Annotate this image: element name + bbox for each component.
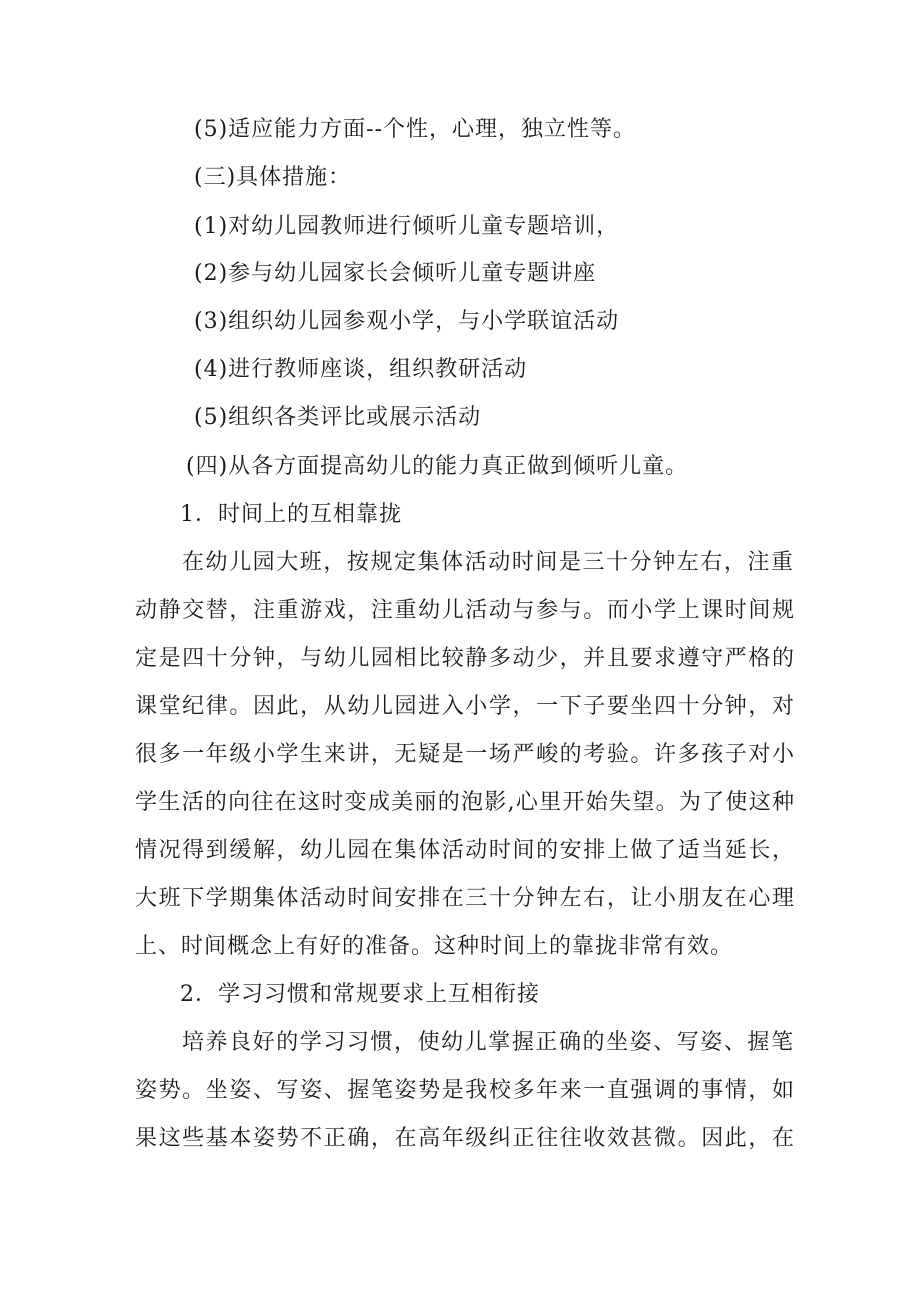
list-item-school-visit: (3)组织幼儿园参观小学，与小学联谊活动 [194,309,620,334]
paragraph-line: 动静交替，注重游戏，注重幼儿活动与参与。而小学上课时间规 [135,598,795,623]
paragraph-line: 果这些基本姿势不正确，在高年级纠正往往收效甚微。因此，在 [135,1126,795,1151]
paragraph-line: 很多一年级小学生来讲，无疑是一场严峻的考验。许多孩子对小 [135,742,795,767]
list-item-showcase: (5)组织各类评比或展示活动 [194,405,482,430]
paragraph-line: 大班下学期集体活动时间安排在三十分钟左右，让小朋友在心理 [135,886,795,911]
paragraph-line: 培养良好的学习习惯，使幼儿掌握正确的坐姿、写姿、握笔 [182,1030,794,1055]
subheading-habits: 2．学习习惯和常规要求上互相衔接 [180,982,540,1007]
paragraph-line: 学生活的向往在这时变成美丽的泡影,心里开始失望。为了使这种 [135,790,795,815]
list-item-teacher-forum: (4)进行教师座谈，组织教研活动 [194,357,528,382]
paragraph-line: 课堂纪律。因此，从幼儿园进入小学，一下子要坐四十分钟，对 [135,694,795,719]
section-heading-measures: (三)具体措施： [194,165,352,190]
subheading-time: 1．时间上的互相靠拢 [180,502,402,527]
list-item-parent-lecture: (2)参与幼儿园家长会倾听儿童专题讲座 [194,261,597,286]
paragraph-line: 情况得到缓解，幼儿园在集体活动时间的安排上做了适当延长， [135,838,795,863]
paragraph-line: 姿势。坐姿、写姿、握笔姿势是我校多年来一直强调的事情，如 [135,1078,795,1103]
list-item-teacher-training: (1)对幼儿园教师进行倾听儿童专题培训， [194,214,620,239]
list-item-adaptability: (5)适应能力方面--个性，心理，独立性等。 [194,117,637,142]
paragraph-line: 在幼儿园大班，按规定集体活动时间是三十分钟左右，注重 [182,550,794,575]
paragraph-line: 上、时间概念上有好的准备。这种时间上的靠拢非常有效。 [135,934,734,959]
section-heading-four: (四)从各方面提高幼儿的能力真正做到倾听儿童。 [186,454,689,479]
paragraph-line: 定是四十分钟，与幼儿园相比较静多动少，并且要求遵守严格的 [135,646,795,671]
